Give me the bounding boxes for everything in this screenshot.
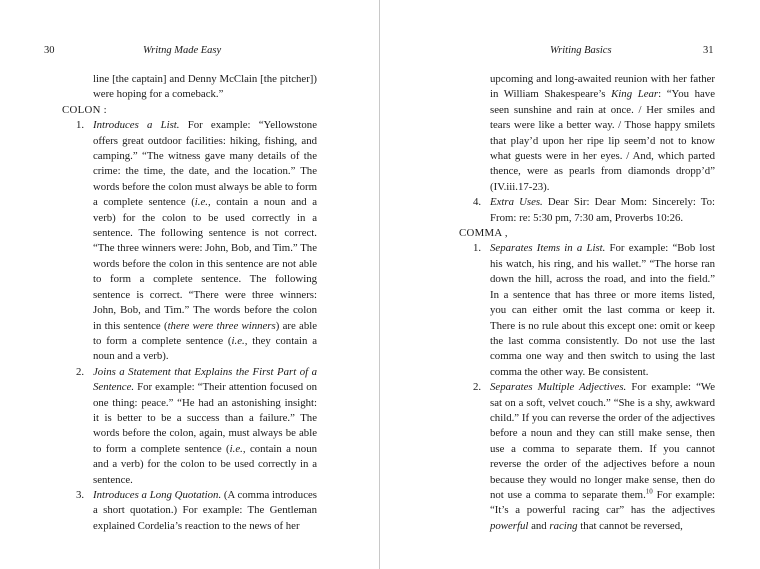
item-italic-phrase: there were three winners — [167, 319, 276, 332]
list-item — [459, 195, 715, 226]
item-title: Introduces a List. — [93, 119, 180, 132]
continuation-part: upcoming and long-awaited reunion with her father in William Shakespeare’s — [490, 73, 715, 101]
list-item — [62, 488, 317, 534]
item-text: For example: “Bob lost his watch, his ring, and his wallet.” “The horse ran down the hill, across the road, and into the field.” In a sentence that has three or more items listed, you can either omit the last comma or keep it. There is no rule about this except one: omit or keep the last comma consistently. Do not use the last comma one way and then switch to using the last comma the other way. Be consistent. — [490, 242, 715, 378]
item-number: 1. — [473, 242, 482, 255]
item-title: Separates Items in a List. — [490, 242, 606, 255]
right-page — [380, 0, 760, 569]
footnote-marker: 10 — [645, 487, 653, 496]
right-running-head: Writing Basics — [550, 45, 612, 56]
right-page-body — [459, 72, 715, 534]
item-abbrev: i.e., — [194, 196, 211, 209]
item-italic-word: powerful — [490, 519, 529, 532]
item-text: Dear Sir: Dear Mom: Sincerely: To: From: re: 5:30 pm, 7:30 am, Proverbs 10:26. — [490, 196, 715, 224]
left-page-number: 30 — [44, 45, 55, 56]
section-heading-colon: COLON : — [62, 103, 107, 116]
work-title: King Lear — [611, 88, 659, 101]
item-abbrev: i.e., — [231, 334, 248, 347]
item-text: and — [528, 519, 550, 532]
item-text: For example: “Yellowstone offers great outdoor facilities: hiking, fishing, and camping.” “The witness gave many details of the crime: the time, the date, and the location.” The words before the colon must always be able to form a complete sentence ( — [93, 119, 317, 209]
item-text: For example: “It’s a powerful racing car” has the adjectives — [490, 488, 716, 517]
list-item — [459, 241, 715, 380]
item-text: ) are able to form a complete sentence ( — [93, 319, 318, 347]
item-number: 1. — [76, 119, 85, 132]
item-italic-word: racing — [549, 519, 578, 532]
item-number: 4. — [473, 196, 482, 209]
item-title: Introduces a Long Quotation. — [93, 488, 222, 501]
list-item — [62, 365, 317, 488]
item-text: they contain a noun and a verb). — [93, 334, 317, 363]
left-page — [0, 0, 379, 569]
item-number: 3. — [76, 488, 85, 501]
item-abbrev: i.e., — [229, 442, 246, 455]
item-title: Extra Uses. — [490, 196, 543, 209]
continuation-text — [459, 72, 715, 195]
item-text: that cannot be reversed, — [577, 519, 683, 532]
item-number: 2. — [76, 365, 85, 378]
left-page-body — [62, 72, 317, 534]
item-text: contain a noun and a verb) for the colon to be used correctly in a sentence. — [93, 442, 317, 486]
item-text: For example: “We sat on a soft, velvet couch.” “She is a shy, awkward child.” If you can reverse the order of the adjectives before a noun and they can still make sense, then use a comma to separate them. If you cannot reverse the order of the adjectives before a noun because they would no longer make sense, then do not use a comma to separate them. — [490, 381, 716, 501]
item-title: Separates Multiple Adjectives. — [490, 381, 627, 394]
list-item — [459, 380, 715, 534]
list-item — [62, 118, 317, 365]
item-text: For example: “Their attention focused on one thing: peace.” “He had an astonishing insight: it is better to be a success than a failure.” The words before the colon, again, must always be able to form a complete sentence ( — [93, 381, 317, 455]
continuation-part: : “You have seen sunshine and rain at once. / Her smiles and tears were like a better way. / Those happy smilets that play’d upon her ripe lip seem’d not to know what guests were in her eyes. / And, which parted thence, were as pearls from diamonds dropp’d” (IV.iii.17-23). — [490, 88, 715, 193]
item-text: contain a noun and a verb) for the colon to be used correctly in a sentence. The following sentence is not correct. “The three winners were: John, Bob, and Tim.” The words before the colon in this sentence are not able to form a complete sentence. The following sentence is correct. “There were three winners: John, Bob, and Tim.” The words before the colon in this sentence ( — [93, 196, 317, 332]
continuation-text: line [the captain] and Denny McClain [the pitcher]) were hoping for a comeback.” — [93, 73, 317, 101]
left-running-head: Writng Made Easy — [143, 45, 222, 56]
section-heading-comma: COMMA , — [459, 227, 508, 240]
item-number: 2. — [473, 381, 482, 394]
right-page-number: 31 — [703, 45, 714, 56]
item-title: Joins a Statement that Explains the First Part of a Sentence. — [93, 365, 317, 394]
item-text: (A comma introduces a short quotation.) For example: The Gentleman explained Cordelia’s reaction to the news of her — [93, 488, 317, 532]
